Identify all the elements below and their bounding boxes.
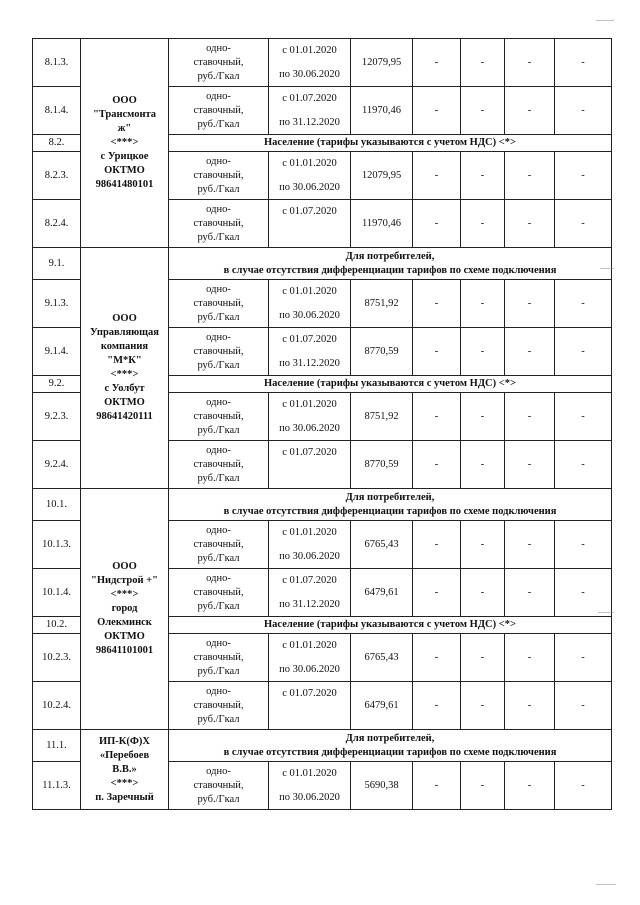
- period-cell: [269, 280, 351, 328]
- section-heading-line: Население (тарифы указываются с учетом НДС) <*>: [264, 137, 516, 148]
- empty-value-dash: -: [505, 682, 555, 730]
- empty-value-dash: -: [555, 521, 612, 569]
- tariff-type-cell: [169, 634, 269, 682]
- empty-value-dash: -: [505, 200, 555, 248]
- tariff-type-cell: [169, 441, 269, 489]
- tariff-type-line: руб./Гкал: [197, 552, 240, 564]
- period-to: по 31.12.2020: [279, 598, 340, 610]
- period-cell: [269, 393, 351, 441]
- empty-value-dash: -: [505, 634, 555, 682]
- tariff-type-line: одно-: [206, 765, 231, 777]
- row-number: 8.2.3.: [33, 152, 81, 200]
- empty-value-dash: -: [555, 87, 612, 135]
- period-lines: [269, 443, 350, 487]
- period-to: по 31.12.2020: [279, 357, 340, 369]
- organization-line: 98641101001: [95, 645, 154, 656]
- tariff-type-line: руб./Гкал: [197, 231, 240, 243]
- empty-value-dash: -: [555, 762, 612, 810]
- empty-value-dash: -: [413, 441, 461, 489]
- price-value: 12079,95: [351, 39, 413, 87]
- tariff-type-line: ставочный,: [193, 458, 244, 470]
- tariff-type-cell: [169, 200, 269, 248]
- section-heading-line: в случае отсутствия дифференциации тарифов по схеме подключения: [223, 746, 557, 758]
- period-cell: [269, 441, 351, 489]
- period-from: с 01.01.2020: [282, 285, 337, 297]
- period-cell: [269, 328, 351, 376]
- tariff-type-cell: [169, 569, 269, 617]
- row-number: 9.1.: [33, 248, 81, 280]
- empty-value-dash: -: [555, 634, 612, 682]
- price-value: 8751,92: [351, 280, 413, 328]
- period-cell: [269, 569, 351, 617]
- period-cell: [269, 152, 351, 200]
- period-from: с 01.01.2020: [282, 44, 337, 56]
- tariff-type-line: ставочный,: [193, 699, 244, 711]
- empty-value-dash: -: [555, 280, 612, 328]
- period-cell: [269, 87, 351, 135]
- period-from: с 01.07.2020: [282, 446, 337, 458]
- period-lines: [269, 395, 350, 439]
- tariff-type-cell: [169, 682, 269, 730]
- organization-line: Олекминск: [97, 617, 152, 628]
- empty-value-dash: -: [461, 441, 505, 489]
- organization-line: ООО: [112, 95, 137, 106]
- tariff-type-line: ставочный,: [193, 56, 244, 68]
- row-number: 10.1.3.: [33, 521, 81, 569]
- organization-line: <***>: [110, 369, 139, 380]
- tariff-type-cell: [169, 521, 269, 569]
- organization-line: ИП-К(Ф)Х: [98, 735, 151, 747]
- period-cell: [269, 39, 351, 87]
- row-number: 10.2.3.: [33, 634, 81, 682]
- period-from: с 01.07.2020: [282, 205, 337, 217]
- tariff-type-line: одно-: [206, 203, 231, 215]
- section-row: [33, 248, 612, 280]
- tariff-type-line: ставочный,: [193, 297, 244, 309]
- section-heading: [169, 730, 612, 762]
- organization-line: ОКТМО: [104, 631, 145, 642]
- empty-value-dash: -: [413, 200, 461, 248]
- row-number: 9.2.: [33, 376, 81, 393]
- organization-line: компания: [100, 341, 149, 352]
- period-from: с 01.01.2020: [282, 398, 337, 410]
- empty-value-dash: -: [555, 200, 612, 248]
- organization-line: с Уолбут: [104, 383, 145, 394]
- tariff-type-line: руб./Гкал: [197, 793, 240, 805]
- organization-line: <***>: [110, 589, 139, 600]
- row-number: 8.1.4.: [33, 87, 81, 135]
- empty-value-dash: -: [461, 87, 505, 135]
- organization-line: п. Заречный: [95, 791, 154, 803]
- empty-value-dash: -: [413, 39, 461, 87]
- tariff-type-line: руб./Гкал: [197, 472, 240, 484]
- tariff-type-line: одно-: [206, 685, 231, 697]
- tariff-document: [32, 38, 612, 810]
- period-lines: [269, 89, 350, 133]
- tariff-type-line: одно-: [206, 283, 231, 295]
- period-to: по 30.06.2020: [279, 422, 340, 434]
- empty-value-dash: -: [413, 152, 461, 200]
- tariff-type-line: руб./Гкал: [197, 359, 240, 371]
- empty-value-dash: -: [461, 152, 505, 200]
- tariff-type-line: одно-: [206, 42, 231, 54]
- period-lines: [269, 684, 350, 728]
- empty-value-dash: -: [461, 280, 505, 328]
- section-row: [33, 730, 612, 762]
- empty-value-dash: -: [505, 39, 555, 87]
- empty-value-dash: -: [505, 280, 555, 328]
- empty-value-dash: -: [413, 87, 461, 135]
- organization-line: Управляющая: [90, 327, 159, 338]
- row-number: 8.2.4.: [33, 200, 81, 248]
- empty-value-dash: -: [461, 393, 505, 441]
- empty-value-dash: -: [413, 762, 461, 810]
- period-from: с 01.07.2020: [282, 333, 337, 345]
- row-number: 11.1.: [33, 730, 81, 762]
- empty-value-dash: -: [461, 521, 505, 569]
- section-row: [33, 489, 612, 521]
- tariff-type-line: ставочный,: [193, 410, 244, 422]
- tariff-type-cell: [169, 280, 269, 328]
- organization-cell: [81, 489, 169, 730]
- empty-value-dash: -: [413, 682, 461, 730]
- price-value: 5690,38: [351, 762, 413, 810]
- tariff-table: [32, 38, 612, 810]
- tariff-type-line: ставочный,: [193, 779, 244, 791]
- empty-value-dash: -: [505, 569, 555, 617]
- period-from: с 01.07.2020: [282, 92, 337, 104]
- section-heading-line: в случае отсутствия дифференциации тарифов по схеме подключения: [223, 505, 557, 517]
- price-value: 11970,46: [351, 87, 413, 135]
- period-from: с 01.01.2020: [282, 526, 337, 538]
- period-cell: [269, 200, 351, 248]
- period-lines: [269, 636, 350, 680]
- section-heading: [169, 135, 612, 152]
- tariff-type-line: одно-: [206, 524, 231, 536]
- period-to: по 30.06.2020: [279, 181, 340, 193]
- tariff-type-cell: [169, 393, 269, 441]
- scan-mark: [600, 268, 614, 269]
- organization-line: 98641420111: [96, 411, 153, 422]
- row-number: 8.2.: [33, 135, 81, 152]
- empty-value-dash: -: [555, 152, 612, 200]
- empty-value-dash: -: [413, 569, 461, 617]
- organization-line: ж": [117, 123, 132, 134]
- row-number: 10.2.: [33, 617, 81, 634]
- empty-value-dash: -: [505, 328, 555, 376]
- price-value: 6765,43: [351, 521, 413, 569]
- empty-value-dash: -: [413, 634, 461, 682]
- tariff-type-cell: [169, 152, 269, 200]
- organization-line: город: [111, 603, 138, 614]
- empty-value-dash: -: [413, 393, 461, 441]
- organization-cell: [81, 730, 169, 810]
- period-cell: [269, 682, 351, 730]
- period-to: по 30.06.2020: [279, 309, 340, 321]
- organization-line: ООО: [112, 313, 137, 324]
- empty-value-dash: -: [413, 280, 461, 328]
- price-value: 6479,61: [351, 682, 413, 730]
- section-heading-line: Для потребителей,: [345, 250, 435, 262]
- empty-value-dash: -: [413, 521, 461, 569]
- section-heading: [169, 376, 612, 393]
- tariff-type-line: одно-: [206, 572, 231, 584]
- price-value: 6479,61: [351, 569, 413, 617]
- tariff-type-cell: [169, 87, 269, 135]
- price-value: 8751,92: [351, 393, 413, 441]
- row-number: 10.1.4.: [33, 569, 81, 617]
- empty-value-dash: -: [555, 393, 612, 441]
- period-lines: [269, 330, 350, 374]
- row-number: 10.1.: [33, 489, 81, 521]
- tariff-type-line: ставочный,: [193, 651, 244, 663]
- period-from: с 01.01.2020: [282, 767, 337, 779]
- empty-value-dash: -: [461, 39, 505, 87]
- period-from: с 01.07.2020: [282, 687, 337, 699]
- tariff-type-line: руб./Гкал: [197, 311, 240, 323]
- period-cell: [269, 762, 351, 810]
- empty-value-dash: -: [505, 152, 555, 200]
- organization-line: с Урицкое: [100, 151, 149, 162]
- period-lines: [269, 571, 350, 615]
- tariff-type-line: одно-: [206, 396, 231, 408]
- period-to: по 30.06.2020: [279, 791, 340, 803]
- tariff-type-line: одно-: [206, 155, 231, 167]
- tariff-type-line: руб./Гкал: [197, 424, 240, 436]
- empty-value-dash: -: [505, 87, 555, 135]
- empty-value-dash: -: [461, 328, 505, 376]
- price-value: 8770,59: [351, 441, 413, 489]
- price-value: 11970,46: [351, 200, 413, 248]
- organization-line: "М*К": [107, 355, 142, 366]
- section-heading: [169, 617, 612, 634]
- organization-line: "Трансмонта: [92, 109, 157, 120]
- empty-value-dash: -: [555, 569, 612, 617]
- organization-cell: [81, 39, 169, 248]
- organization-line: 98641480101: [95, 179, 154, 190]
- tariff-type-line: одно-: [206, 331, 231, 343]
- empty-value-dash: -: [461, 200, 505, 248]
- tariff-type-line: ставочный,: [193, 586, 244, 598]
- empty-value-dash: -: [505, 762, 555, 810]
- organization-line: ОКТМО: [104, 165, 145, 176]
- empty-value-dash: -: [461, 762, 505, 810]
- tariff-type-cell: [169, 328, 269, 376]
- empty-value-dash: -: [413, 328, 461, 376]
- tariff-type-line: ставочный,: [193, 104, 244, 116]
- period-lines: [269, 202, 350, 246]
- empty-value-dash: -: [555, 328, 612, 376]
- tariff-type-line: ставочный,: [193, 538, 244, 550]
- empty-value-dash: -: [505, 393, 555, 441]
- empty-value-dash: -: [555, 441, 612, 489]
- organization-line: "Нидстрой +": [91, 575, 158, 586]
- organization-line: «Перебоев: [99, 749, 150, 761]
- organization-line: ООО: [112, 561, 137, 572]
- empty-value-dash: -: [461, 634, 505, 682]
- row-number: 9.2.4.: [33, 441, 81, 489]
- period-from: с 01.07.2020: [282, 574, 337, 586]
- period-to: по 30.06.2020: [279, 68, 340, 80]
- tariff-type-line: руб./Гкал: [197, 713, 240, 725]
- row-number: 11.1.3.: [33, 762, 81, 810]
- price-value: 6765,43: [351, 634, 413, 682]
- row-number: 10.2.4.: [33, 682, 81, 730]
- row-number: 9.1.3.: [33, 280, 81, 328]
- organization-line: <***>: [110, 137, 139, 148]
- period-to: по 30.06.2020: [279, 550, 340, 562]
- empty-value-dash: -: [461, 569, 505, 617]
- period-lines: [269, 523, 350, 567]
- scan-mark: [598, 612, 614, 613]
- section-heading: [169, 248, 612, 280]
- tariff-type-line: одно-: [206, 637, 231, 649]
- empty-value-dash: -: [555, 682, 612, 730]
- tariff-type-line: ставочный,: [193, 217, 244, 229]
- tariff-type-line: ставочный,: [193, 345, 244, 357]
- tariff-type-cell: [169, 39, 269, 87]
- scan-mark: [596, 20, 614, 21]
- price-value: 12079,95: [351, 152, 413, 200]
- organization-line: ОКТМО: [104, 397, 145, 408]
- section-heading-line: Население (тарифы указываются с учетом НДС) <*>: [264, 619, 516, 630]
- tariff-type-line: руб./Гкал: [197, 665, 240, 677]
- organization-cell: [81, 248, 169, 489]
- row-number: 8.1.3.: [33, 39, 81, 87]
- empty-value-dash: -: [505, 521, 555, 569]
- scan-mark: [596, 884, 616, 885]
- period-cell: [269, 521, 351, 569]
- empty-value-dash: -: [555, 39, 612, 87]
- period-from: с 01.01.2020: [282, 639, 337, 651]
- tariff-type-line: одно-: [206, 444, 231, 456]
- tariff-row: [33, 39, 612, 87]
- section-heading-line: Для потребителей,: [345, 491, 435, 503]
- period-to: по 30.06.2020: [279, 663, 340, 675]
- period-from: с 01.01.2020: [282, 157, 337, 169]
- section-heading-line: Для потребителей,: [345, 732, 435, 744]
- section-heading: [169, 489, 612, 521]
- period-lines: [269, 764, 350, 808]
- tariff-type-cell: [169, 762, 269, 810]
- tariff-type-line: руб./Гкал: [197, 183, 240, 195]
- price-value: 8770,59: [351, 328, 413, 376]
- section-heading-line: в случае отсутствия дифференциации тарифов по схеме подключения: [223, 264, 557, 276]
- period-lines: [269, 154, 350, 198]
- tariff-type-line: руб./Гкал: [197, 70, 240, 82]
- period-to: по 31.12.2020: [279, 116, 340, 128]
- tariff-type-line: одно-: [206, 90, 231, 102]
- period-lines: [269, 41, 350, 85]
- tariff-type-line: руб./Гкал: [197, 600, 240, 612]
- organization-line: В.В.»: [112, 763, 137, 775]
- section-heading-line: Население (тарифы указываются с учетом НДС) <*>: [264, 378, 516, 389]
- row-number: 9.1.4.: [33, 328, 81, 376]
- empty-value-dash: -: [505, 441, 555, 489]
- organization-line: <***>: [110, 777, 139, 789]
- row-number: 9.2.3.: [33, 393, 81, 441]
- period-lines: [269, 282, 350, 326]
- tariff-type-line: руб./Гкал: [197, 118, 240, 130]
- period-cell: [269, 634, 351, 682]
- empty-value-dash: -: [461, 682, 505, 730]
- tariff-type-line: ставочный,: [193, 169, 244, 181]
